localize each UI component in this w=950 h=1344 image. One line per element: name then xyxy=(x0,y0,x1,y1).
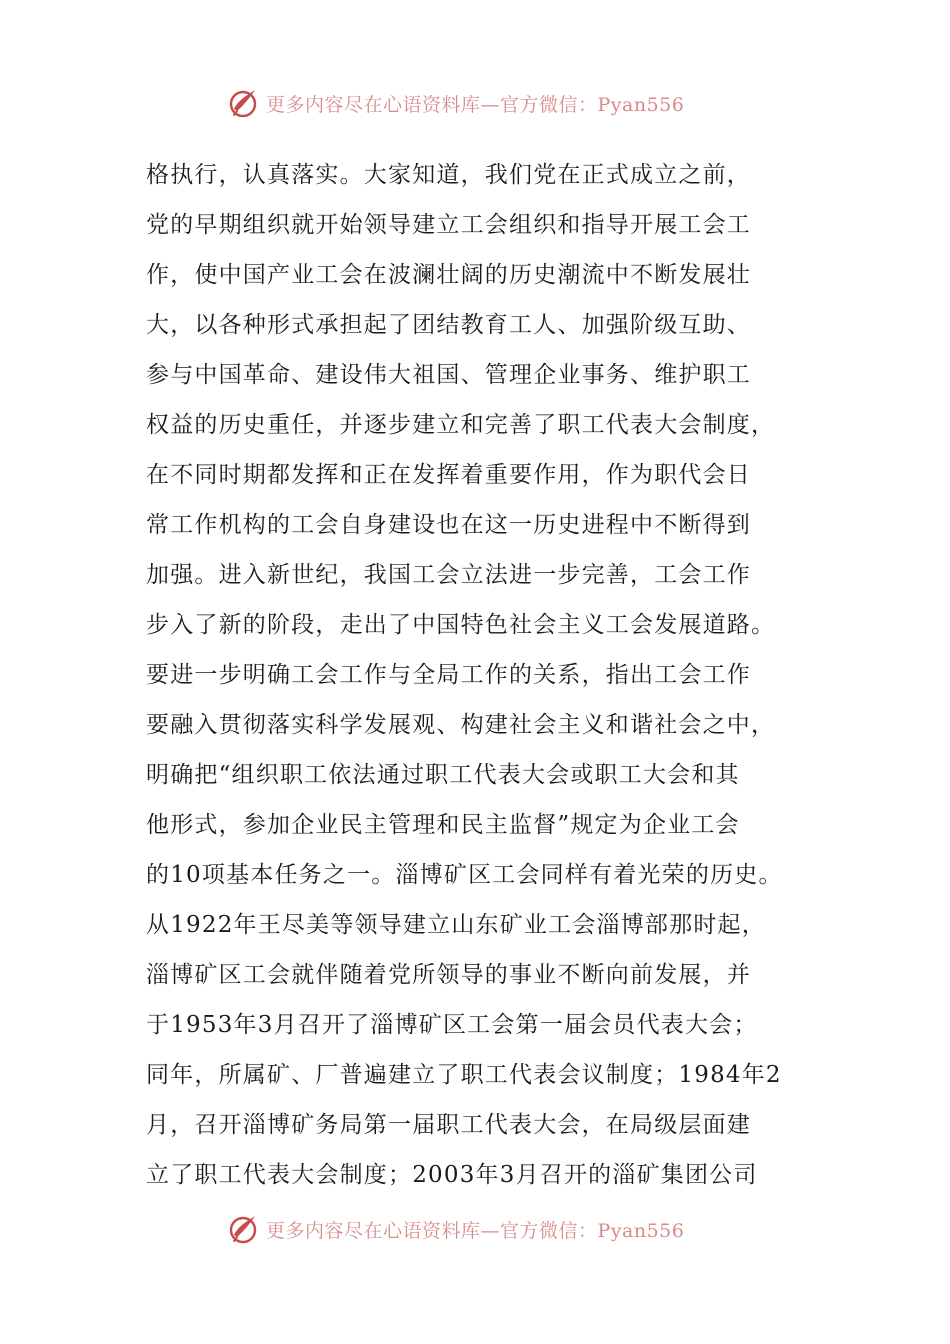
text-line: 月，召开淄博矿务局第一届职工代表大会，在局级层面建 xyxy=(146,1112,751,1138)
text-line: 要融入贯彻落实科学发展观、构建社会主义和谐社会之中， xyxy=(146,712,776,738)
text-line: 常工作机构的工会自身建设也在这一历史进程中不断得到 xyxy=(146,512,751,538)
watermark-text: 更多内容尽在心语资料库—官方微信：Pyan556 xyxy=(266,93,685,116)
text-line: 加强。进入新世纪，我国工会立法进一步完善，工会工作 xyxy=(146,562,751,588)
text-line: 立了职工代表大会制度；2003年3月召开的淄矿集团公司 xyxy=(146,1162,758,1188)
text-line: 在不同时期都发挥和正在发挥着重要作用，作为职代会日 xyxy=(146,462,751,488)
quill-seal-icon xyxy=(228,1213,260,1245)
footer-watermark xyxy=(228,1212,748,1246)
header-watermark xyxy=(228,86,748,120)
text-line: 格执行，认真落实。大家知道，我们党在正式成立之前， xyxy=(146,162,751,188)
text-line: 同年，所属矿、厂普遍建立了职工代表会议制度；1984年2 xyxy=(146,1062,782,1088)
quill-seal-icon xyxy=(228,87,260,119)
text-line: 于1953年3月召开了淄博矿区工会第一届会员代表大会； xyxy=(146,1012,758,1038)
text-line: 要进一步明确工会工作与全局工作的关系，指出工会工作 xyxy=(146,662,751,688)
text-line: 大，以各种形式承担起了团结教育工人、加强阶级互助、 xyxy=(146,312,751,338)
text-line: 淄博矿区工会就伴随着党所领导的事业不断向前发展，并 xyxy=(146,962,751,988)
text-line: 他形式，参加企业民主管理和民主监督”规定为企业工会 xyxy=(146,812,740,838)
document-body xyxy=(146,150,826,1200)
text-line: 步入了新的阶段，走出了中国特色社会主义工会发展道路。 xyxy=(146,612,776,638)
text-line: 明确把“组织职工依法通过职工代表大会或职工大会和其 xyxy=(146,762,740,788)
text-line: 从1922年王尽美等领导建立山东矿业工会淄博部那时起， xyxy=(146,912,766,938)
text-line: 党的早期组织就开始领导建立工会组织和指导开展工会工 xyxy=(146,212,751,238)
text-line: 作，使中国产业工会在波澜壮阔的历史潮流中不断发展壮 xyxy=(146,262,751,288)
text-line: 权益的历史重任，并逐步建立和完善了职工代表大会制度， xyxy=(146,412,776,438)
watermark-text: 更多内容尽在心语资料库—官方微信：Pyan556 xyxy=(266,1219,685,1242)
text-line: 参与中国革命、建设伟大祖国、管理企业事务、维护职工 xyxy=(146,362,751,388)
text-line: 的10项基本任务之一。淄博矿区工会同样有着光荣的历史。 xyxy=(146,862,783,888)
